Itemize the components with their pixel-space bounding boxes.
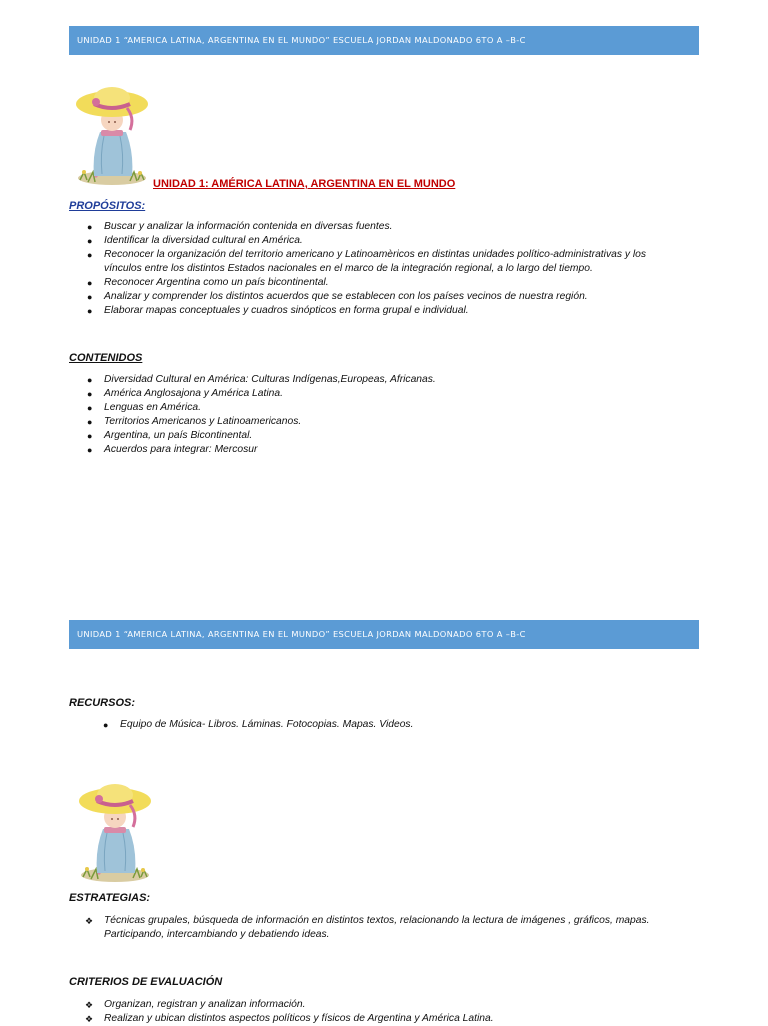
criterios-list [69,998,679,1026]
estrategias-title: ESTRATEGIAS: [69,892,151,904]
list-item [69,387,679,401]
list-item-text: Reconocer la organización del territorio americano y Latinoamèricos en distintas unidades político-administrativas y los vínculos entre los distintos Estados nacionales en el marco de la integración regional, a lo largo del tiempo. [104,249,646,274]
header-text: UNIDAD 1 “AMERICA LATINA, ARGENTINA EN EL MUNDO” ESCUELA JORDAN MALDONADO 6TO A –B-C [77,35,526,45]
list-item-text: Reconocer Argentina como un país bicontinental. [104,277,329,288]
page-header-bar [69,26,699,55]
criterios-title: CRITERIOS DE EVALUACIÓN [69,976,223,988]
girl-with-hat-illustration-icon [73,777,157,883]
contenidos-list [69,373,679,457]
bullet-icon: ● [87,306,93,316]
list-item-text: Acuerdos para integrar: Mercosur [104,444,258,455]
list-item-text: Elaborar mapas conceptuales y cuadros sinópticos en forma grupal e individual. [104,305,469,316]
propositos-title: PROPÓSITOS: [69,200,146,212]
propositos-list [69,220,679,318]
list-item-text: Argentina, un país Bicontinental. [104,430,253,441]
list-item-text: Realizan y ubican distintos aspectos políticos y físicos de Argentina y América Latina. [104,1013,494,1024]
bullet-icon: ❖ [85,1014,94,1024]
list-item [69,304,679,318]
page-header-bar-2 [69,620,699,649]
bullet-icon: ● [87,403,93,413]
bullet-icon: ● [87,389,93,399]
list-item-text: Equipo de Música- Libros. Láminas. Fotocopias. Mapas. Videos. [120,719,414,730]
recursos-title: RECURSOS: [69,697,136,709]
estrategias-list [69,914,679,942]
list-item-text: Analizar y comprender los distintos acuerdos que se establecen con los países vecinos de nuestra región. [104,291,588,302]
list-item-text: Buscar y analizar la información contenida en diversas fuentes. [104,221,393,232]
list-item [69,220,679,234]
list-item [69,373,679,387]
contenidos-title: CONTENIDOS [69,352,143,364]
list-item-text: Técnicas grupales, búsqueda de información en distintos textos, relacionando la lectura de imágenes , gráficos, mapas. Participando, intercambiando y debatiendo ideas. [104,915,650,940]
list-item [69,401,679,415]
list-item [69,914,679,942]
list-item-text: Organizan, registran y analizan información. [104,999,306,1010]
list-item [69,443,679,457]
unit-title: UNIDAD 1: AMÉRICA LATINA, ARGENTINA EN EL MUNDO [153,178,456,190]
list-item-text: Identificar la diversidad cultural en América. [104,235,303,246]
bullet-icon: ● [87,278,93,288]
bullet-icon: ● [103,720,109,730]
bullet-icon: ● [87,236,93,246]
list-item [69,290,679,304]
list-item [69,998,679,1012]
girl-with-hat-illustration-icon [70,80,154,186]
bullet-icon: ● [87,222,93,232]
list-item-text: América Anglosajona y América Latina. [104,388,283,399]
bullet-icon: ❖ [85,916,94,926]
list-item [69,429,679,443]
list-item-text: Diversidad Cultural en América: Culturas Indígenas,Europeas, Africanas. [104,374,436,385]
list-item [69,276,679,290]
list-item [85,718,685,732]
list-item [69,234,679,248]
list-item [69,415,679,429]
bullet-icon: ● [87,417,93,427]
header-text: UNIDAD 1 “AMERICA LATINA, ARGENTINA EN EL MUNDO” ESCUELA JORDAN MALDONADO 6TO A –B-C [77,629,526,639]
bullet-icon: ● [87,292,93,302]
list-item-text: Territorios Americanos y Latinoamericanos. [104,416,302,427]
bullet-icon: ● [87,431,93,441]
recursos-list [85,718,685,732]
bullet-icon: ● [87,375,93,385]
bullet-icon: ❖ [85,1000,94,1010]
bullet-icon: ● [87,445,93,455]
list-item [69,248,679,276]
list-item-text: Lenguas en América. [104,402,201,413]
bullet-icon: ● [87,250,93,260]
